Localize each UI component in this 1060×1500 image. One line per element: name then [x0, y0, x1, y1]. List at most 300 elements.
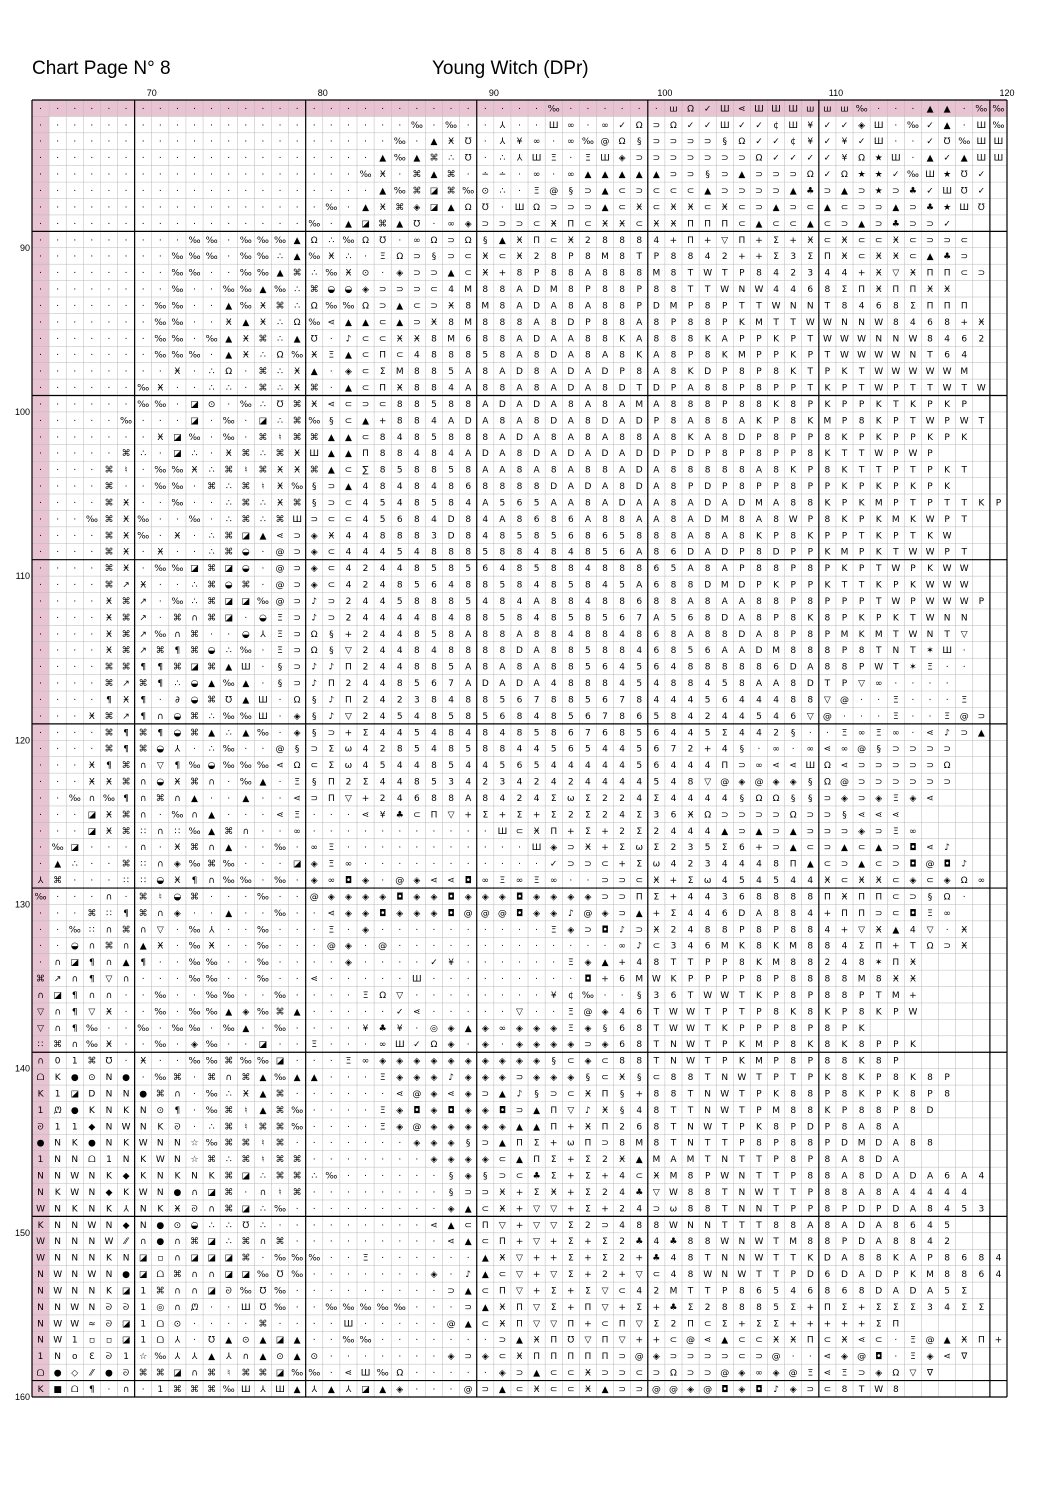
symbol-cell: T	[858, 580, 865, 591]
symbol-cell: Σ	[585, 826, 591, 837]
symbol-cell: +	[823, 908, 832, 919]
symbol-cell: 4	[790, 1286, 797, 1297]
symbol-cell: D	[738, 580, 746, 591]
symbol-cell: ⋖	[926, 728, 934, 739]
symbol-cell: Ӿ	[584, 1089, 592, 1100]
symbol-cell: 8	[773, 859, 779, 870]
symbol-cell: W	[891, 350, 901, 361]
symbol-cell: +	[960, 317, 969, 328]
symbol-cell: ♪	[516, 1089, 523, 1100]
symbol-cell: ⋖	[276, 761, 284, 772]
symbol-cell: 0	[54, 1056, 61, 1067]
symbol-cell: Ξ	[910, 1335, 916, 1346]
symbol-cell: ∩	[139, 1237, 147, 1248]
symbol-cell: ·	[90, 465, 94, 476]
symbol-cell: ·	[90, 202, 94, 213]
symbol-cell: ·	[124, 843, 128, 854]
symbol-cell: ·	[73, 252, 77, 263]
symbol-cell: ·	[364, 1073, 367, 1084]
symbol-cell: K	[858, 1073, 865, 1084]
symbol-cell: ⅄	[311, 1384, 317, 1395]
symbol-cell: P	[893, 449, 899, 460]
symbol-cell: Ω	[687, 104, 694, 115]
symbol-cell: A	[892, 1122, 899, 1133]
symbol-cell: ⊃	[755, 202, 763, 213]
symbol-cell: K	[858, 613, 865, 624]
symbol-cell: 4	[379, 662, 386, 673]
symbol-cell: 4	[465, 498, 472, 509]
symbol-cell: ‰	[68, 793, 81, 804]
symbol-cell: ‰	[85, 1023, 98, 1034]
symbol-cell: 8	[670, 465, 677, 476]
symbol-cell: ·	[90, 432, 94, 443]
symbol-cell: ◈	[430, 1105, 438, 1116]
symbol-cell: ·	[124, 1023, 128, 1034]
symbol-cell: ·	[381, 1352, 385, 1363]
symbol-cell: ·	[193, 498, 196, 509]
symbol-cell: +	[823, 1319, 832, 1330]
symbol-cell: K	[721, 350, 728, 361]
symbol-cell: Π	[481, 1220, 489, 1231]
symbol-cell: ·	[39, 695, 42, 706]
symbol-cell: ¶	[123, 744, 129, 755]
symbol-cell: ·	[312, 120, 316, 131]
symbol-cell: Ӿ	[687, 202, 694, 213]
symbol-cell: ⌘	[207, 596, 217, 607]
symbol-cell: ·	[39, 285, 42, 296]
symbol-cell: 4	[721, 711, 728, 722]
symbol-cell: §	[636, 990, 642, 1001]
symbol-cell: ⊃	[857, 186, 866, 197]
symbol-cell: ◈	[550, 908, 558, 919]
symbol-cell: 8	[790, 974, 797, 985]
symbol-cell: +	[532, 1286, 541, 1297]
symbol-cell: 2	[585, 1220, 591, 1231]
symbol-cell: A	[550, 383, 557, 394]
symbol-cell: Σ	[585, 1187, 591, 1198]
symbol-cell: Ξ	[533, 876, 540, 887]
symbol-cell: K	[824, 498, 831, 509]
symbol-cell: ◪	[258, 1040, 268, 1051]
symbol-cell: 8	[687, 334, 694, 345]
symbol-cell: 8	[482, 334, 489, 345]
symbol-cell: ⊃	[584, 859, 592, 870]
symbol-cell: ◈	[567, 1040, 575, 1051]
symbol-cell: ω	[567, 793, 575, 804]
symbol-cell: ‰	[239, 876, 252, 887]
symbol-cell: 6	[944, 1171, 950, 1182]
symbol-cell: T	[704, 1056, 711, 1067]
symbol-cell: ◆	[105, 1187, 113, 1198]
symbol-cell: ◪	[207, 1187, 216, 1198]
symbol-cell: ▲	[362, 317, 370, 328]
symbol-cell: ·	[124, 252, 128, 263]
symbol-cell: ◈	[567, 925, 575, 936]
symbol-cell: ·	[415, 843, 419, 854]
symbol-cell: ᗝ	[88, 1155, 96, 1166]
symbol-cell: P	[773, 613, 779, 624]
symbol-cell: ·	[381, 1138, 385, 1149]
symbol-cell: §	[876, 744, 881, 755]
symbol-cell: A	[636, 580, 643, 591]
symbol-cell: ‰	[393, 153, 406, 164]
symbol-cell: Ӿ	[259, 301, 267, 312]
symbol-cell: ·	[56, 170, 60, 181]
symbol-cell: K	[71, 1204, 78, 1215]
symbol-cell: ▽	[344, 793, 352, 804]
symbol-cell: K	[944, 399, 951, 410]
symbol-cell: 8	[414, 498, 420, 509]
symbol-cell: ▲	[259, 285, 267, 296]
symbol-cell: ‰	[137, 383, 150, 394]
symbol-cell: Ξ	[311, 1040, 318, 1051]
symbol-cell: 8	[687, 1237, 694, 1248]
symbol-cell: ◈	[310, 564, 318, 575]
symbol-cell: A	[516, 350, 523, 361]
symbol-cell: ◈	[396, 908, 404, 919]
symbol-cell: Ω	[276, 350, 284, 361]
symbol-cell: ·	[381, 120, 385, 131]
symbol-cell: 4	[448, 580, 454, 591]
symbol-cell: 2	[362, 629, 369, 640]
symbol-cell: ш	[806, 104, 815, 115]
symbol-cell: Ш	[258, 711, 268, 722]
symbol-cell: A	[516, 629, 523, 640]
symbol-cell: @	[720, 1368, 730, 1379]
symbol-cell: K	[704, 334, 711, 345]
symbol-cell: ·	[415, 990, 419, 1001]
symbol-cell: 1	[54, 1122, 61, 1133]
symbol-cell: Σ	[567, 1253, 574, 1264]
symbol-cell: ♣	[669, 1237, 678, 1248]
symbol-cell: ·	[877, 695, 881, 706]
symbol-cell: +	[755, 843, 763, 854]
symbol-cell: 8	[824, 465, 831, 476]
symbol-cell: 4	[362, 498, 369, 509]
symbol-cell: A	[619, 416, 626, 427]
symbol-cell: 8	[567, 564, 574, 575]
symbol-cell: ∩	[174, 1286, 181, 1297]
symbol-cell: ·	[518, 990, 521, 1001]
symbol-cell: ⅄	[260, 629, 266, 640]
symbol-cell: 5	[653, 777, 660, 788]
symbol-cell: K	[944, 465, 951, 476]
symbol-cell: ◈	[447, 1138, 455, 1149]
symbol-cell: Ӿ	[961, 941, 968, 952]
symbol-cell: ▲	[516, 1122, 523, 1133]
symbol-cell: D	[635, 465, 643, 476]
symbol-cell: ·	[56, 235, 60, 246]
symbol-cell: ⌘	[446, 170, 456, 181]
symbol-cell: ▲	[858, 859, 866, 870]
symbol-cell: N	[738, 1204, 746, 1215]
symbol-cell: 2	[619, 826, 625, 837]
symbol-cell: ∞	[310, 843, 318, 854]
symbol-cell: W	[720, 1089, 730, 1100]
symbol-cell: ⊃	[549, 1089, 558, 1100]
symbol-cell: T	[961, 514, 967, 525]
symbol-cell: +	[618, 859, 626, 870]
symbol-cell: ✓	[977, 186, 986, 197]
symbol-cell: +	[515, 1237, 524, 1248]
symbol-cell: ∴	[260, 1220, 266, 1231]
symbol-cell: ⊂	[378, 334, 387, 345]
symbol-cell: ¥	[448, 958, 454, 969]
symbol-cell: ·	[398, 1155, 402, 1166]
symbol-cell: @	[275, 596, 285, 607]
symbol-cell: P	[773, 350, 779, 361]
symbol-cell: ᗝ	[156, 1319, 165, 1330]
symbol-cell: W	[70, 1171, 80, 1182]
symbol-cell: ·	[73, 547, 77, 558]
symbol-cell: Ӿ	[636, 202, 643, 213]
symbol-cell: 8	[670, 711, 677, 722]
symbol-cell: N	[174, 1138, 181, 1149]
symbol-cell: 8	[482, 646, 489, 657]
symbol-cell: W	[651, 974, 661, 985]
symbol-cell: T	[790, 1253, 796, 1264]
symbol-cell: 2	[653, 1286, 660, 1297]
symbol-cell: 4	[636, 1105, 643, 1116]
symbol-cell: ▲	[344, 350, 352, 361]
symbol-cell: 4	[396, 662, 403, 673]
symbol-cell: ·	[141, 235, 145, 246]
symbol-cell: ᗝ	[36, 1368, 45, 1379]
symbol-cell: ⌘	[292, 498, 302, 509]
symbol-cell: ✓	[703, 120, 712, 131]
symbol-cell: ⊃	[703, 1368, 712, 1379]
symbol-cell: 8	[431, 367, 437, 378]
symbol-cell: §	[619, 1105, 625, 1116]
symbol-cell: ·	[518, 843, 521, 854]
symbol-cell: 6	[944, 350, 950, 361]
symbol-cell: 8	[790, 1138, 797, 1149]
symbol-cell: ☆	[190, 1155, 199, 1166]
symbol-cell: ·	[398, 1286, 402, 1297]
symbol-cell: P	[722, 367, 728, 378]
symbol-cell: ⊃	[977, 711, 986, 722]
symbol-cell: ⊂	[361, 334, 370, 345]
symbol-cell: @	[463, 1384, 473, 1395]
symbol-cell: 8	[636, 235, 643, 246]
symbol-cell: Ш	[719, 120, 730, 131]
symbol-cell: 6	[961, 1253, 968, 1264]
symbol-cell: +	[515, 1220, 524, 1231]
symbol-cell: 5	[396, 465, 403, 476]
symbol-cell: W	[138, 1138, 148, 1149]
symbol-cell: ·	[261, 843, 265, 854]
symbol-cell: W	[822, 334, 832, 345]
symbol-cell: 8	[910, 1089, 916, 1100]
symbol-cell: D	[567, 317, 575, 328]
symbol-cell: 4	[636, 958, 643, 969]
symbol-cell: M	[481, 301, 490, 312]
symbol-cell: 8	[790, 1105, 797, 1116]
symbol-cell: ¶	[89, 974, 95, 985]
symbol-cell: 5	[379, 761, 386, 772]
symbol-cell: ‰	[291, 482, 304, 493]
symbol-cell: Ш	[531, 153, 542, 164]
symbol-cell: 8	[704, 383, 711, 394]
symbol-cell: Ω	[310, 235, 318, 246]
symbol-cell: ⌘	[241, 1073, 251, 1084]
symbol-cell: 8	[807, 892, 814, 903]
symbol-cell: ⊂	[549, 1368, 558, 1379]
symbol-cell: §	[465, 1138, 471, 1149]
symbol-cell: ▽	[344, 711, 352, 722]
symbol-cell: ·	[432, 1368, 436, 1379]
symbol-cell: ∴	[225, 1237, 232, 1248]
symbol-cell: Ξ	[345, 1056, 352, 1067]
symbol-cell: ⌘	[275, 1237, 285, 1248]
symbol-cell: 8	[585, 580, 591, 591]
symbol-cell: 2	[619, 1204, 625, 1215]
symbol-cell: 4	[345, 531, 352, 542]
symbol-cell: ∩	[225, 1073, 233, 1084]
symbol-cell: ◈	[362, 876, 370, 887]
symbol-cell: ‰	[222, 432, 235, 443]
symbol-cell: ▽	[516, 1270, 523, 1281]
symbol-cell: T	[893, 547, 899, 558]
symbol-cell: +	[755, 235, 763, 246]
symbol-cell: ·	[39, 613, 42, 624]
symbol-cell: @	[651, 1384, 661, 1395]
symbol-cell: ◒	[156, 876, 165, 887]
symbol-cell: ▽	[652, 1187, 660, 1198]
symbol-cell: ∞	[378, 1040, 387, 1051]
symbol-cell: ★	[874, 170, 883, 181]
symbol-cell: Π	[892, 285, 900, 296]
symbol-cell: Ӿ	[225, 449, 232, 460]
symbol-cell: ∞	[447, 219, 455, 230]
symbol-cell: ·	[107, 202, 111, 213]
symbol-cell: ⌘	[104, 679, 114, 690]
symbol-cell: ⊃	[293, 629, 301, 640]
symbol-cell: P	[875, 1040, 882, 1051]
symbol-cell: D	[516, 646, 523, 657]
symbol-cell: ·	[415, 941, 419, 952]
symbol-cell: ▲	[242, 679, 250, 690]
symbol-cell: P	[739, 334, 745, 345]
symbol-cell: ·	[398, 235, 402, 246]
symbol-cell: 8	[448, 547, 454, 558]
symbol-cell: ·	[329, 1007, 333, 1018]
symbol-cell: ∩	[174, 1302, 181, 1313]
symbol-cell: ·	[90, 120, 94, 131]
symbol-cell: ·	[381, 859, 385, 870]
symbol-cell: 8	[739, 679, 745, 690]
symbol-cell: 2	[567, 777, 574, 788]
symbol-cell: 4	[602, 580, 608, 591]
symbol-cell: T	[875, 990, 882, 1001]
symbol-cell: ·	[347, 1171, 350, 1182]
symbol-cell: @	[378, 941, 388, 952]
symbol-cell: ·	[518, 958, 521, 969]
symbol-cell: ‰	[906, 120, 919, 131]
symbol-cell: ◈	[447, 1023, 455, 1034]
symbol-cell: T	[790, 1187, 796, 1198]
symbol-cell: W	[703, 268, 713, 279]
symbol-cell: 8	[448, 564, 454, 575]
symbol-cell: W	[959, 596, 969, 607]
symbol-cell: P	[807, 1023, 814, 1034]
symbol-cell: ·	[261, 547, 265, 558]
symbol-cell: ·	[347, 1253, 350, 1264]
symbol-cell: ·	[415, 1023, 419, 1034]
symbol-cell: ·	[210, 120, 214, 131]
symbol-cell: ‰	[154, 350, 167, 361]
symbol-cell: ⊃	[464, 1352, 472, 1363]
symbol-cell: Ӿ	[191, 465, 198, 476]
symbol-cell: ⌘	[155, 793, 165, 804]
symbol-cell: ·	[175, 170, 179, 181]
symbol-cell: D	[789, 662, 797, 673]
symbol-cell: ●	[70, 1105, 79, 1116]
symbol-cell: ‰	[273, 1253, 287, 1264]
row-label: 150	[14, 1227, 30, 1238]
symbol-cell: 8	[653, 596, 660, 607]
symbol-cell: ·	[432, 1352, 436, 1363]
symbol-cell: ·	[295, 1237, 299, 1248]
symbol-cell: ·	[928, 711, 932, 722]
symbol-cell: ·	[398, 1204, 402, 1215]
symbol-cell: +	[515, 1187, 524, 1198]
symbol-cell: 6	[636, 1007, 643, 1018]
symbol-cell: ·	[329, 137, 333, 148]
symbol-cell: +	[652, 1335, 661, 1346]
symbol-cell: Ӿ	[174, 367, 181, 378]
symbol-cell: K	[54, 1187, 61, 1198]
symbol-cell: ‰	[291, 1270, 304, 1281]
symbol-cell: ⊂	[601, 859, 609, 870]
symbol-cell: 8	[858, 1105, 865, 1116]
symbol-cell: ▲	[242, 793, 250, 804]
symbol-cell: Σ	[636, 1302, 643, 1313]
symbol-cell: ·	[312, 810, 316, 821]
symbol-cell: K	[824, 399, 831, 410]
symbol-cell: P	[944, 514, 950, 525]
symbol-cell: @	[703, 1384, 713, 1395]
symbol-cell: ▲	[533, 1368, 541, 1379]
symbol-cell: 8	[807, 1105, 814, 1116]
symbol-cell: 6	[739, 843, 745, 854]
symbol-cell: 6	[841, 1286, 848, 1297]
symbol-cell: ⊂	[601, 1056, 609, 1067]
symbol-cell: M	[926, 1270, 934, 1281]
symbol-cell: ♪	[961, 859, 968, 870]
symbol-cell: ⊃	[943, 744, 951, 755]
symbol-cell: ⌘	[121, 826, 131, 837]
symbol-cell: 8	[773, 514, 779, 525]
symbol-cell: ·	[295, 1138, 299, 1149]
symbol-cell: 5	[482, 547, 489, 558]
symbol-cell: ▲	[225, 334, 233, 345]
symbol-cell: ⌘	[155, 646, 165, 657]
symbol-cell: ◈	[498, 1368, 506, 1379]
symbol-cell: 8	[653, 547, 660, 558]
symbol-cell: 8	[602, 629, 608, 640]
symbol-cell: ⌘	[207, 695, 217, 706]
symbol-cell: Σ	[567, 1270, 574, 1281]
symbol-cell: ⊃	[293, 564, 301, 575]
symbol-cell: ·	[535, 120, 539, 131]
symbol-cell: 8	[670, 432, 677, 443]
symbol-cell: ·	[312, 1220, 316, 1231]
symbol-cell: ∴	[225, 646, 232, 657]
symbol-cell: ⅄	[499, 120, 506, 131]
symbol-cell: ∞	[909, 826, 917, 837]
symbol-cell: Σ	[892, 1302, 899, 1313]
